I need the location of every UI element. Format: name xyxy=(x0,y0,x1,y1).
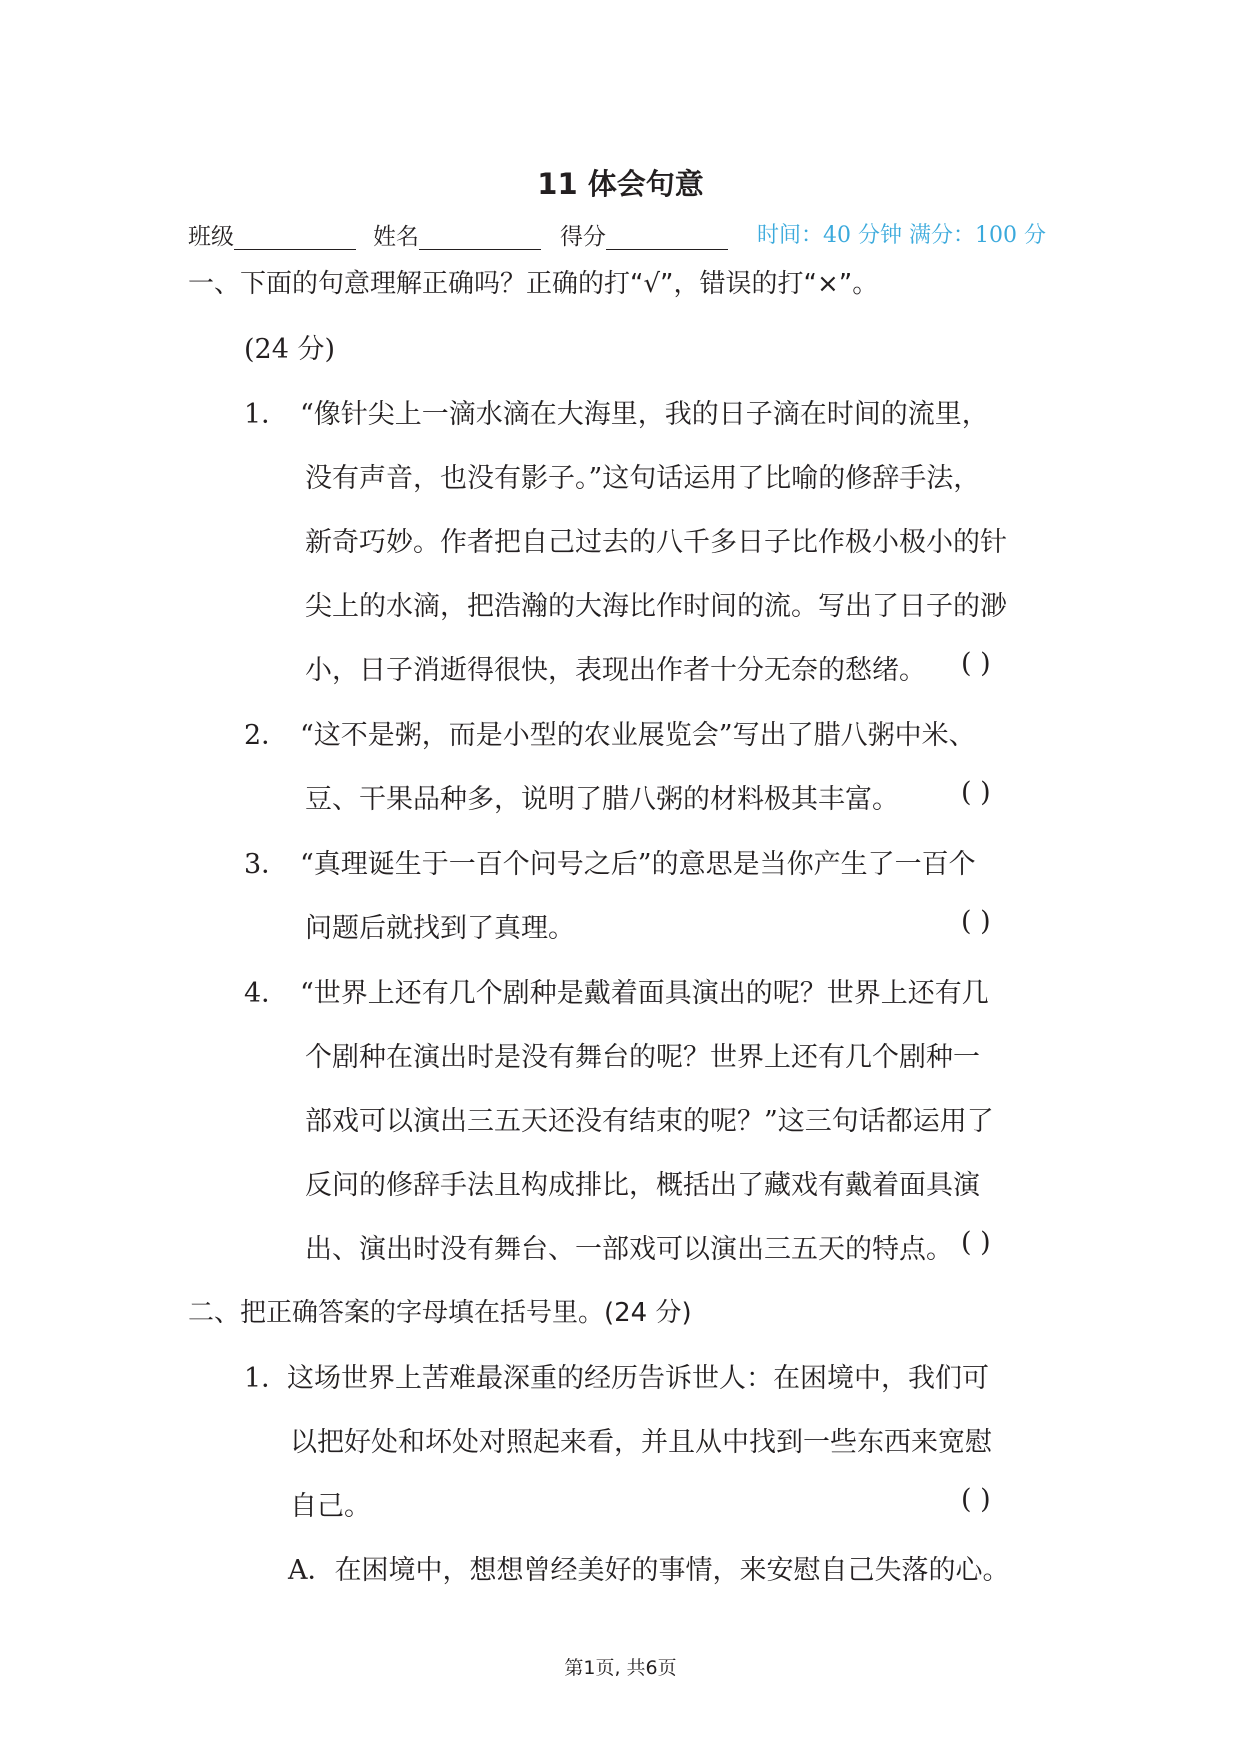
q1-line: 没有声音，也没有影子。”这句话运用了比喻的修辞手法， xyxy=(305,463,981,494)
s2-q1-line: 以把好处和坏处对照起来看，并且从中找到一些东西来宽慰 xyxy=(290,1427,992,1458)
s2-q1-answer-paren[interactable]: ( ) xyxy=(961,1484,991,1515)
q2-answer-paren[interactable]: ( ) xyxy=(961,777,991,808)
q1-line: “像针尖上一滴水滴在大海里，我的日子滴在时间的流里， xyxy=(300,399,989,430)
name-field xyxy=(373,218,541,251)
section2-heading: 二、把正确答案的字母填在括号里。(24 分) xyxy=(188,1298,692,1328)
q1-number: 1． xyxy=(244,399,289,430)
section1-heading: 一、下面的句意理解正确吗？正确的打“√”，错误的打“×”。 xyxy=(188,269,879,299)
q4-answer-paren[interactable]: ( ) xyxy=(961,1227,991,1258)
class-label: 班级 xyxy=(188,224,234,250)
q1-line: 小，日子消逝得很快，表现出作者十分无奈的愁绪。 xyxy=(305,655,926,686)
q3-answer-paren[interactable]: ( ) xyxy=(961,906,991,937)
q4-line: “世界上还有几个剧种是戴着面具演出的呢？世界上还有几 xyxy=(300,978,989,1009)
q1-answer-paren[interactable]: ( ) xyxy=(961,648,991,679)
name-label: 姓名 xyxy=(373,224,419,250)
q3-line: 问题后就找到了真理。 xyxy=(305,913,575,944)
q2-number: 2． xyxy=(244,720,289,751)
section1-points: (24 分) xyxy=(244,334,336,365)
q1-line: 尖上的水滴，把浩瀚的大海比作时间的流。写出了日子的渺 xyxy=(305,591,1007,622)
time-score-info: 时间：40 分钟 满分：100 分 xyxy=(757,223,1046,248)
page-footer: 第1页, 共6页 xyxy=(564,1657,677,1679)
q4-line: 出、演出时没有舞台、一部戏可以演出三五天的特点。 xyxy=(305,1234,953,1265)
score-field xyxy=(560,218,728,251)
score-label: 得分 xyxy=(560,224,606,250)
s2-q1-line: 自己。 xyxy=(290,1491,371,1522)
q4-line: 反问的修辞手法且构成排比，概括出了藏戏有戴着面具演 xyxy=(305,1170,980,1201)
s2-q1-line: 这场世界上苦难最深重的经历告诉世人：在困境中，我们可 xyxy=(287,1363,989,1394)
q3-line: “真理诞生于一百个问号之后”的意思是当你产生了一百个 xyxy=(300,849,976,880)
s2-q1-number: 1． xyxy=(244,1363,289,1394)
q4-number: 4． xyxy=(244,978,289,1009)
name-blank xyxy=(419,225,541,250)
s2-q1-option-a[interactable]: A．在困境中，想想曾经美好的事情，来安慰自己失落的心。 xyxy=(288,1555,1010,1586)
score-blank xyxy=(606,225,728,250)
class-field xyxy=(188,218,356,251)
q2-line: “这不是粥，而是小型的农业展览会”写出了腊八粥中米、 xyxy=(300,720,976,751)
q2-line: 豆、干果品种多，说明了腊八粥的材料极其丰富。 xyxy=(305,784,899,815)
q4-line: 部戏可以演出三五天还没有结束的呢？”这三句话都运用了 xyxy=(305,1106,994,1137)
q1-line: 新奇巧妙。作者把自己过去的八千多日子比作极小极小的针 xyxy=(305,527,1007,558)
q4-line: 个剧种在演出时是没有舞台的呢？世界上还有几个剧种一 xyxy=(305,1042,980,1073)
class-blank xyxy=(234,225,356,250)
q3-number: 3． xyxy=(244,849,289,880)
page-title: 11 体会句意 xyxy=(537,167,704,201)
